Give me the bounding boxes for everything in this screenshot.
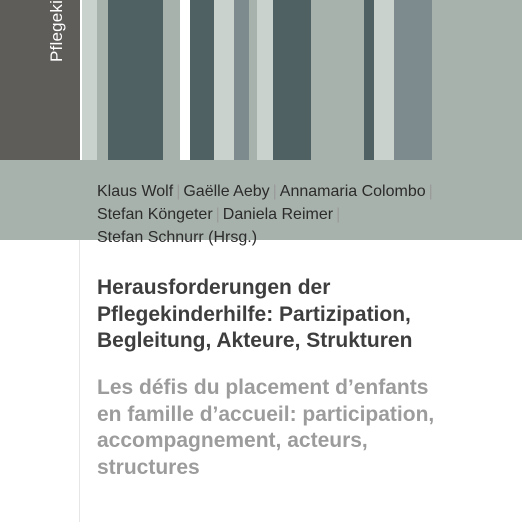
stripe — [234, 0, 249, 160]
stripe — [394, 0, 432, 160]
author-list — [97, 180, 497, 249]
title-line: structures — [97, 455, 200, 479]
series-spine-block — [0, 0, 80, 160]
stripe — [163, 0, 180, 160]
title-line: Pflegekinderhilfe: Partizipation, — [97, 302, 411, 326]
author-name: Stefan Köngeter — [97, 206, 213, 223]
stripe — [374, 0, 394, 160]
author-line — [97, 180, 497, 203]
title-french — [97, 375, 507, 481]
author-name: Daniela Reimer — [222, 206, 334, 223]
title-line: Les défis du placement d’enfants — [97, 376, 429, 399]
separator: | — [428, 183, 433, 200]
title-line: en famille d’accueil: participation, — [97, 402, 435, 426]
title-line: accompagnement, acteurs, — [97, 429, 368, 452]
author-name: Stefan Schnurr (Hrsg.) — [97, 229, 258, 246]
author-line — [97, 203, 497, 226]
separator: | — [336, 206, 341, 223]
author-line — [97, 226, 497, 249]
stripe — [273, 0, 311, 160]
separator: | — [215, 206, 220, 223]
title-line: Herausforderungen der — [97, 276, 331, 299]
cover-divider — [79, 240, 80, 522]
stripe — [97, 0, 108, 160]
stripe-band — [80, 0, 522, 160]
separator: | — [272, 183, 277, 200]
stripe — [311, 0, 364, 160]
series-label: Pflegeki — [47, 0, 66, 62]
spine-accent-block — [0, 160, 80, 240]
stripe — [257, 0, 273, 160]
title-german — [97, 275, 507, 355]
stripe — [364, 0, 374, 160]
author-name: Klaus Wolf — [97, 183, 174, 200]
title-line: Begleitung, Akteure, Strukturen — [97, 329, 413, 352]
stripe — [108, 0, 163, 160]
stripe — [190, 0, 214, 160]
stripe — [249, 0, 257, 160]
author-name: Annamaria Colombo — [279, 183, 426, 200]
author-name: Gaëlle Aeby — [183, 183, 270, 200]
separator: | — [176, 183, 181, 200]
stripe — [82, 0, 97, 160]
stripe — [214, 0, 234, 160]
stripe — [432, 0, 522, 160]
